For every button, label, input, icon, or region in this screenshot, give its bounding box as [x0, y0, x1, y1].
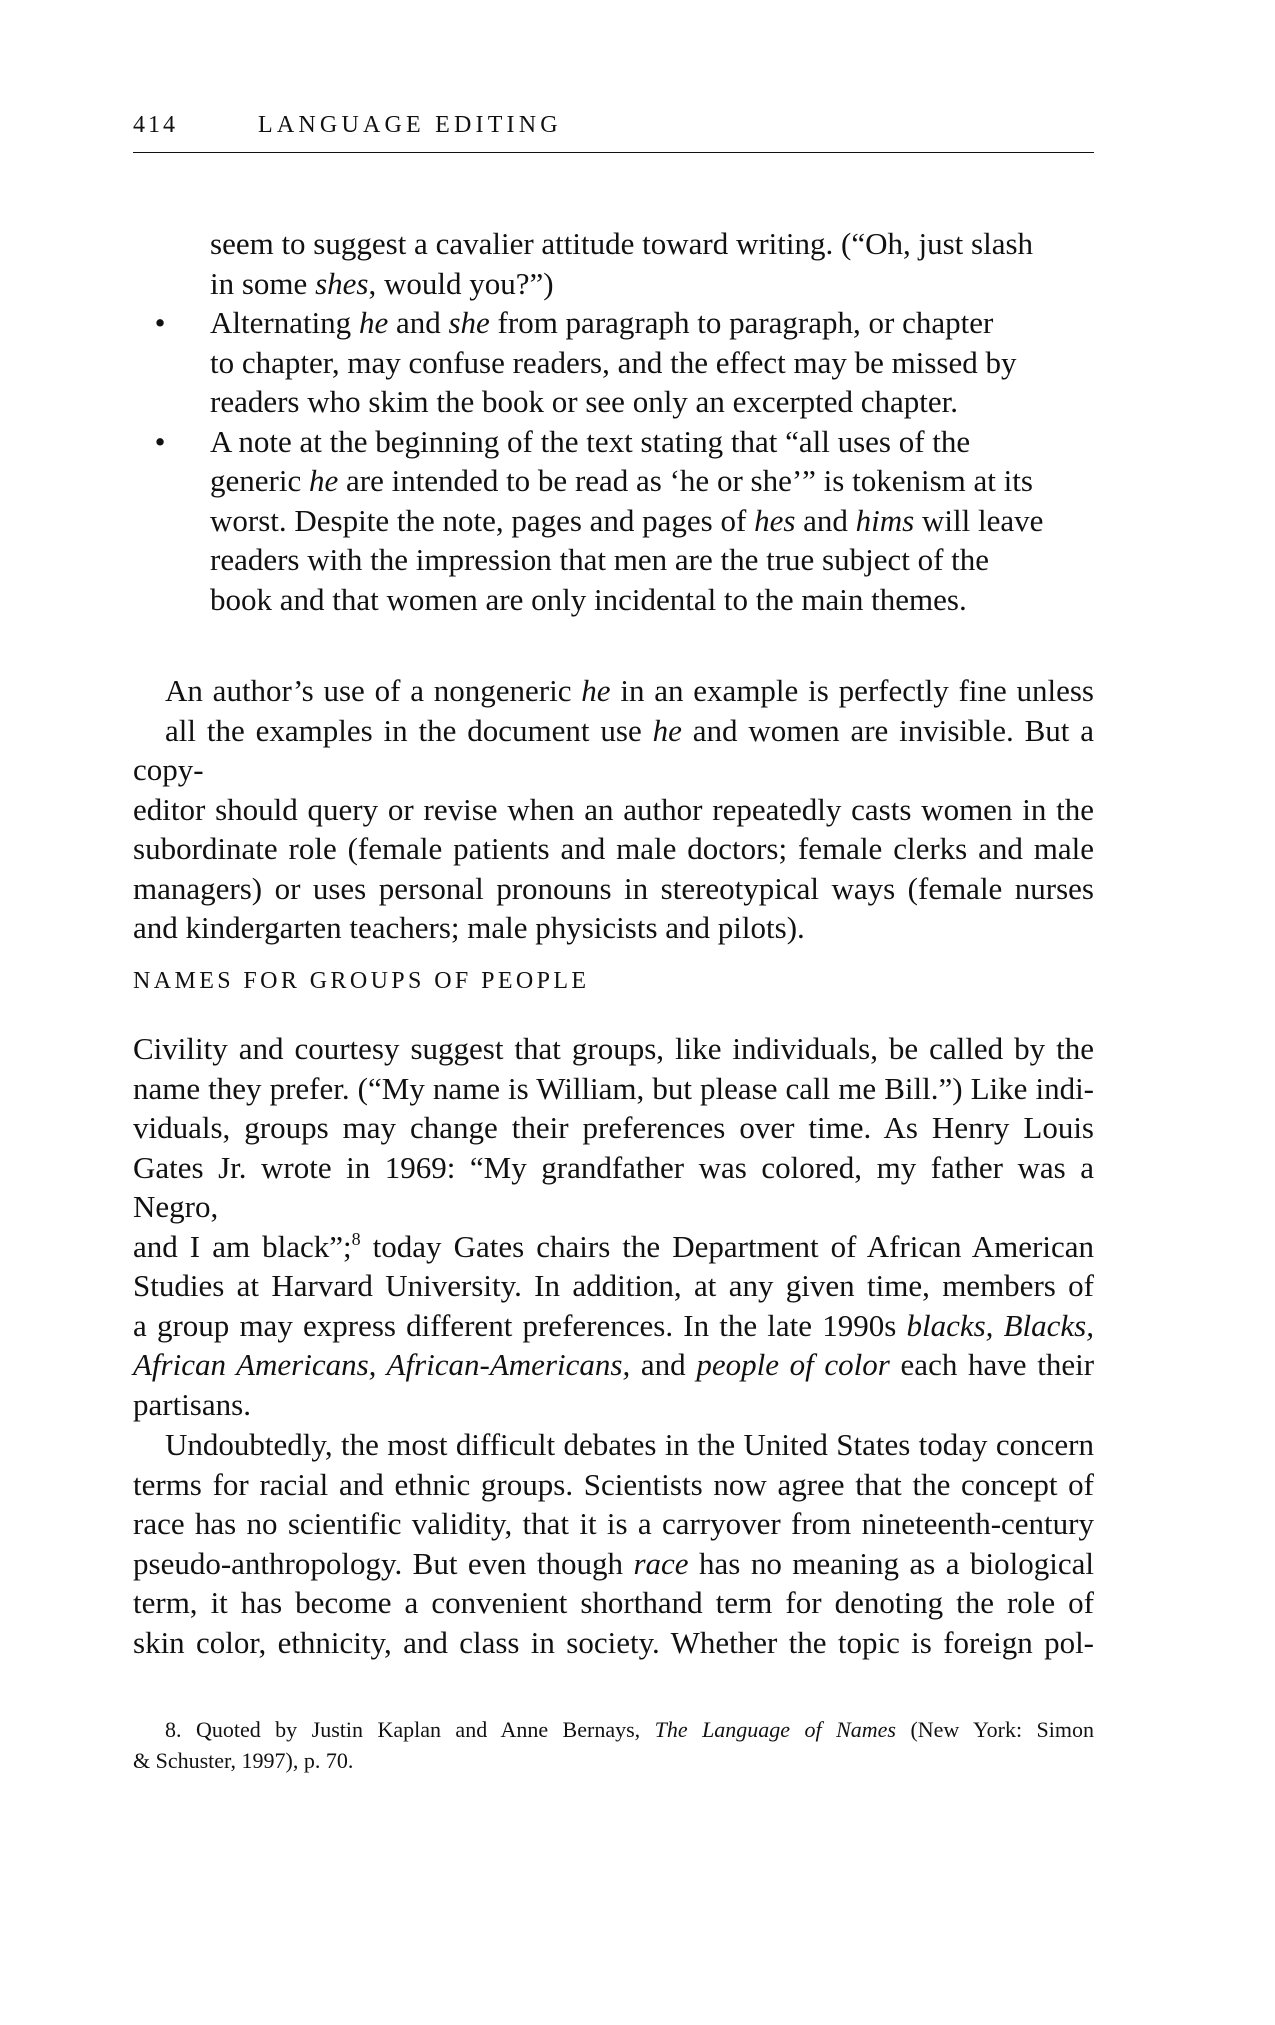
text-line: Studies at Harvard University. In addition, at any given time, members of: [133, 1268, 1094, 1303]
text-line: Gates Jr. wrote in 1969: “My grandfather was colored, my father was a Negro,: [133, 1149, 1094, 1224]
text-fragment: today Gates chairs the Department of African American: [360, 1228, 1094, 1264]
italic-term: she: [448, 305, 490, 340]
text-line: name they prefer. (“My name is William, but please call me Bill.”) Like indi-: [133, 1070, 1094, 1106]
text-line: and kindergarten teachers; male physicists and pilots).: [133, 910, 805, 945]
page-number: 414: [133, 112, 178, 138]
running-title: LANGUAGE EDITING: [258, 112, 562, 138]
bullet-item: [150, 303, 1090, 422]
italic-term: he: [571, 673, 621, 708]
italic-term: hims: [855, 502, 915, 538]
footnote-book-title: The Language of Names: [654, 1717, 896, 1742]
header-rule: [133, 152, 1094, 153]
footnote: [133, 1714, 1094, 1776]
text-line: generic he are intended to be read as ‘he or she’” is tokenism at its: [210, 463, 1033, 498]
footnote-marker: 8: [351, 1228, 361, 1249]
text-line: A note at the beginning of the text stating that “all uses of the: [210, 423, 971, 459]
footnote-text: (New York: Simon: [896, 1717, 1095, 1742]
italic-term: hes: [754, 502, 796, 538]
text-line: worst. Despite the note, pages and pages of hes and hims will leave: [210, 502, 1044, 538]
bullet-icon: •: [154, 305, 166, 340]
italic-term: blacks, Blacks,: [906, 1307, 1094, 1343]
italic-term: race: [633, 1545, 689, 1581]
italic-term: people of color: [696, 1347, 890, 1382]
text-line: all the examples in the document use he and women are invisible. But a copy-: [133, 712, 1094, 787]
text-line: readers who skim the book or see only an excerpted chapter.: [210, 384, 959, 419]
footnote-line: [133, 1714, 1094, 1745]
footnote-number: 8.: [165, 1717, 182, 1742]
text-line: term, it has become a convenient shorthand term for denoting the role of: [133, 1585, 1094, 1620]
text-line: to chapter, may confuse readers, and the effect may be missed by: [210, 344, 1017, 380]
text-line: subordinate role (female patients and male doctors; female clerks and male: [133, 831, 1094, 866]
bullet-item: [150, 422, 1090, 620]
italic-term: he: [358, 305, 389, 340]
bullet-continuation: [210, 224, 1090, 303]
text-line: seem to suggest a cavalier attitude toward writing. (“Oh, just slash: [210, 226, 1034, 261]
text-line: Civility and courtesy suggest that groups, like individuals, be called by the: [133, 1031, 1094, 1066]
text-line: managers) or uses personal pronouns in stereotypical ways (female nurses: [133, 870, 1094, 906]
paragraph: [133, 1425, 1094, 1662]
text-line: a group may express different preferences. In the late 1990s blacks, Blacks,: [133, 1307, 1094, 1343]
italic-term: African Americans, African-Americans,: [133, 1347, 631, 1382]
footnote-line: & Schuster, 1997), p. 70.: [133, 1748, 354, 1773]
text-line: An author’s use of a nongeneric he in an example is perfectly fine unless: [165, 673, 1094, 708]
running-head: [133, 112, 1093, 142]
text-line: race has no scientific validity, that it is a carryover from nineteenth-century: [133, 1506, 1094, 1541]
text-line: partisans.: [133, 1386, 251, 1422]
paragraph: [133, 671, 1094, 948]
text-line: Undoubtedly, the most difficult debates in the United States today concern: [165, 1427, 1094, 1462]
text-line: editor should query or revise when an author repeatedly casts women in the: [133, 791, 1094, 827]
bullet-list: [150, 224, 1090, 619]
text-line: viduals, groups may change their preferences over time. As Henry Louis: [133, 1110, 1094, 1145]
italic-term: he: [308, 463, 339, 498]
text-line: pseudo-anthropology. But even though race has no meaning as a biological: [133, 1545, 1094, 1581]
text-line: in some shes, would you?”): [210, 265, 554, 301]
footnote-text: Quoted by Justin Kaplan and Anne Bernays,: [181, 1717, 655, 1742]
italic-term: shes: [315, 265, 369, 301]
section-heading: NAMES FOR GROUPS OF PEOPLE: [133, 968, 590, 994]
text-line: readers with the impression that men are the true subject of the: [210, 542, 990, 577]
text-line: [133, 1227, 1094, 1267]
text-line: terms for racial and ethnic groups. Scientists now agree that the concept of: [133, 1466, 1094, 1502]
bullet-icon: •: [154, 423, 166, 459]
italic-term: he: [641, 712, 693, 748]
paragraph: [133, 1029, 1094, 1424]
text-fragment: and I am black”;: [133, 1228, 352, 1264]
text-line: skin color, ethnicity, and class in society. Whether the topic is foreign pol-: [133, 1624, 1094, 1660]
text-line: African Americans, African-Americans, and people of color each have their: [133, 1347, 1095, 1382]
text-line: book and that women are only incidental to the main themes.: [210, 581, 967, 617]
text-line: Alternating he and she from paragraph to paragraph, or chapter: [210, 305, 994, 340]
